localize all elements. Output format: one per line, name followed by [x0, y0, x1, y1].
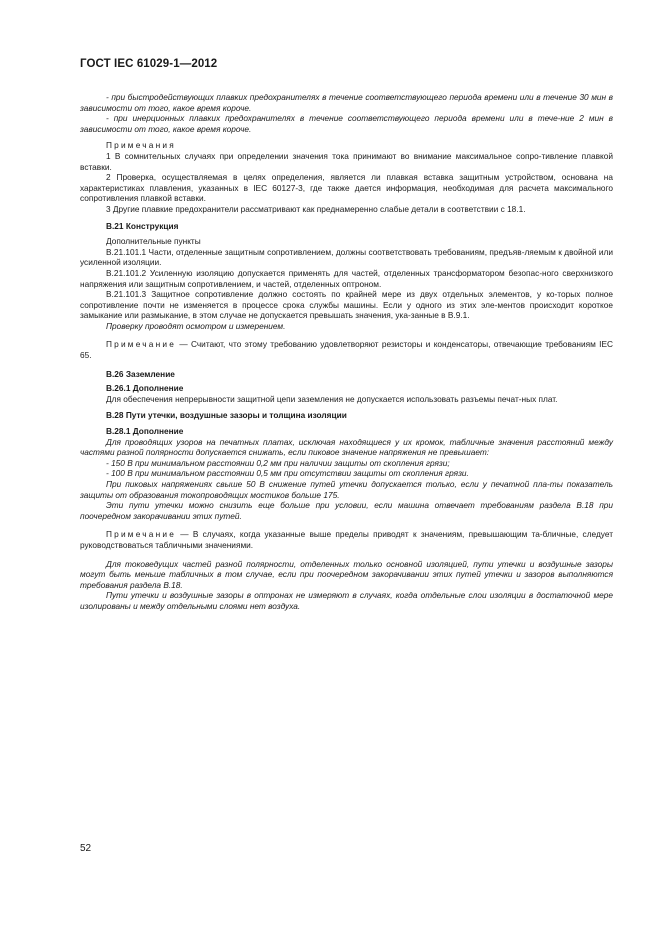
b26-1-text: Для обеспечения непрерывности защитной цепи заземления не допускается использовать разъемы печат-ных плат. [106, 393, 558, 404]
b21-check: Проверку проводят осмотром и измерением. [106, 320, 286, 331]
notes-label: Примечания [106, 140, 176, 151]
clause-b21-101-2: B.21.101.2 Усиленную изоляцию допускается применять для частей, отделенных трансформатором безопас-ного сверхнизкого напряжения или защитным сопротивлением, и частей, отделенных оптроном. [80, 267, 613, 289]
standard-designation: ГОСТ IEC 61029-1—2012 [80, 58, 218, 70]
clause-b21-101-1: B.21.101.1 Части, отделенные защитным сопротивлением, должны соответствовать требованиям, предъяв-ляемым к двойной или усиленной изоляции. [80, 246, 613, 268]
page-number: 52 [80, 843, 92, 854]
note-b28 [80, 529, 613, 550]
b28-1-text: Для проводящих узоров на печатных платах, исключая находящиеся у их кромок, табличные значения расстояний между частями разной полярности допускается снижать, если пиковое значение напряжения не превышает: [80, 436, 613, 458]
section-heading-b28-1: B.28.1 Дополнение [106, 426, 184, 437]
note-label: Примечание [106, 529, 177, 540]
section-heading-b26-1: B.26.1 Дополнение [106, 383, 184, 394]
b28-1-peak-voltage: При пиковых напряжениях свыше 50 В снижение путей утечки допускается только, если у печатной пла-ты показатель защиты от образования токопроводящих мостиков больше 175. [80, 479, 613, 500]
clause-b21-101-3: B.21.101.3 Защитное сопротивление должно состоять по крайней мере из двух отдельных элементов, у ко-торых полное сопротивление почти не изменяется в процессе срока службы машины. Если у одного из этих эле-ментов происходит короткое замыкание или размыкание, в этом случае не допускается превышать значения, ука-занные в B.9.1. [80, 289, 613, 321]
section-heading-b28: B.28 Пути утечки, воздушные зазоры и толщина изоляции [106, 410, 347, 421]
b28-optocouplers: Пути утечки и воздушные зазоры в оптронах не измеряют в случаях, когда отдельные слои изоляции в достаточной мере изолированы и между отдельными слоями нет воздуха. [80, 590, 613, 611]
page-content [80, 92, 613, 612]
note-b21-text: — Считают, что этому требованию удовлетворяют резисторы и конденсаторы, отвечающие требованиям IEC 65. [80, 339, 613, 361]
slow-fuse-item: - при инерционных плавких предохранителях в течение соответствующего периода времени или в тече-ние 2 мин в зависимости от того, какое время короче. [80, 113, 613, 134]
b28-conductive-parts: Для токоведущих частей разной полярности, отделенных только основной изоляцией, пути утечки и воздушные зазоры могут быть меньше табличных в том случае, если при поочередном закорачивании этих путей утечки и зазоров выполняются требования раздела B.18. [80, 558, 613, 590]
section-heading-b26: B.26 Заземление [106, 368, 175, 379]
note-b21 [80, 339, 613, 360]
note-b28-text: — В случаях, когда указанные выше пределы приводят к значениям, превышающим та-бличные, следует руководствоваться табличными значениями. [80, 529, 613, 550]
b28-1-reduction: Эти пути утечки можно снизить еще больше при условии, если машина отвечает требованиям раздела B.18 при поочередном закорачивании этих путей. [80, 500, 613, 521]
note-2: 2 Проверка, осуществляемая в целях определения, является ли плавкая вставка защитным устройством, основана на характеристиках плавления, указанных в IEC 60127-3, где также дается информация, необходимая для расчета максимального сопротивления плавкой вставки. [80, 172, 613, 204]
fast-fuse-item: - при быстродействующих плавких предохранителях в течение соответствующего периода времени или в течение 30 мин в зависимости от того, какое время короче. [80, 92, 613, 113]
note-3: 3 Другие плавкие предохранители рассматривают как преднамеренно слабые детали в соответствии с 18.1. [106, 203, 526, 214]
b28-1-list-item-2: - 100 В при минимальном расстоянии 0,5 мм при отсутствии защиты от скопления грязи. [106, 468, 469, 479]
section-heading-b21: B.21 Конструкция [106, 220, 179, 231]
note-label: Примечание [106, 339, 177, 350]
b21-intro: Дополнительные пункты [106, 236, 201, 247]
b28-1-list-item-1: - 150 В при минимальном расстоянии 0,2 мм при наличии защиты от скопления грязи; [106, 457, 450, 468]
note-1: 1 В сомнительных случаях при определении значения тока принимают во внимание максимальное сопро-тивление плавкой вставки. [80, 150, 613, 172]
